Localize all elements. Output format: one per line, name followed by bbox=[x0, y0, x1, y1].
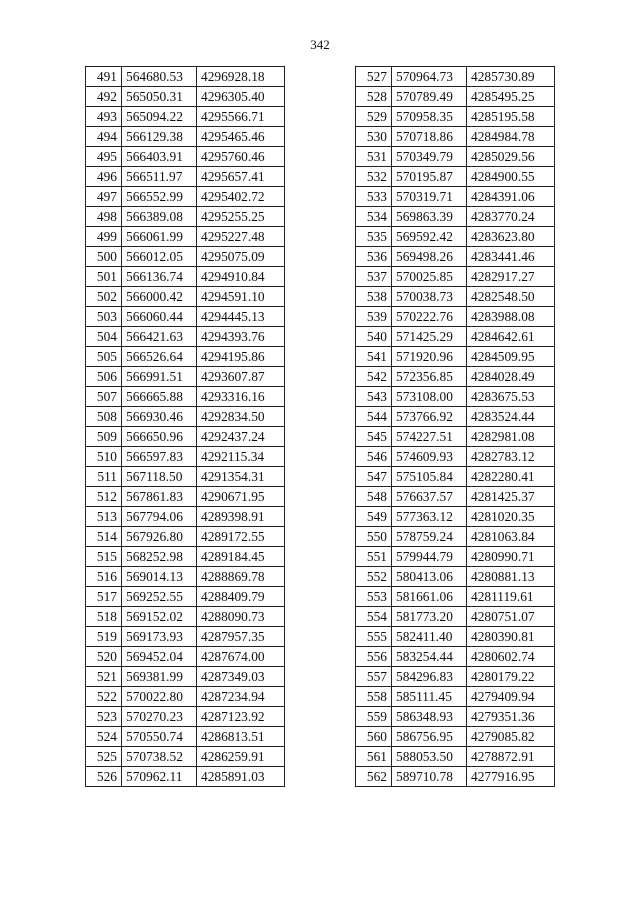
table-row bbox=[356, 167, 555, 187]
table-row bbox=[356, 207, 555, 227]
x-coordinate-cell: 566421.63 bbox=[122, 327, 197, 347]
x-coordinate-cell: 570958.35 bbox=[392, 107, 467, 127]
table-row bbox=[356, 187, 555, 207]
y-coordinate-cell: 4282280.41 bbox=[467, 467, 555, 487]
table-row bbox=[356, 707, 555, 727]
x-coordinate-cell: 573766.92 bbox=[392, 407, 467, 427]
point-number-cell: 541 bbox=[356, 347, 392, 367]
x-coordinate-cell: 570550.74 bbox=[122, 727, 197, 747]
y-coordinate-cell: 4284642.61 bbox=[467, 327, 555, 347]
table-row bbox=[356, 427, 555, 447]
x-coordinate-cell: 564680.53 bbox=[122, 67, 197, 87]
y-coordinate-cell: 4279351.36 bbox=[467, 707, 555, 727]
x-coordinate-cell: 582411.40 bbox=[392, 627, 467, 647]
table-row bbox=[86, 287, 285, 307]
point-number-cell: 552 bbox=[356, 567, 392, 587]
x-coordinate-cell: 571920.96 bbox=[392, 347, 467, 367]
point-number-cell: 502 bbox=[86, 287, 122, 307]
table-row bbox=[86, 667, 285, 687]
y-coordinate-cell: 4294393.76 bbox=[197, 327, 285, 347]
y-coordinate-cell: 4293607.87 bbox=[197, 367, 285, 387]
point-number-cell: 508 bbox=[86, 407, 122, 427]
y-coordinate-cell: 4285029.56 bbox=[467, 147, 555, 167]
y-coordinate-cell: 4288409.79 bbox=[197, 587, 285, 607]
x-coordinate-cell: 566526.64 bbox=[122, 347, 197, 367]
coordinate-table-right bbox=[355, 66, 555, 787]
x-coordinate-cell: 573108.00 bbox=[392, 387, 467, 407]
point-number-cell: 513 bbox=[86, 507, 122, 527]
table-row bbox=[86, 167, 285, 187]
y-coordinate-cell: 4287349.03 bbox=[197, 667, 285, 687]
y-coordinate-cell: 4286813.51 bbox=[197, 727, 285, 747]
table-row bbox=[356, 327, 555, 347]
x-coordinate-cell: 570022.80 bbox=[122, 687, 197, 707]
point-number-cell: 550 bbox=[356, 527, 392, 547]
x-coordinate-cell: 577363.12 bbox=[392, 507, 467, 527]
point-number-cell: 493 bbox=[86, 107, 122, 127]
x-coordinate-cell: 569863.39 bbox=[392, 207, 467, 227]
point-number-cell: 516 bbox=[86, 567, 122, 587]
table-row bbox=[86, 647, 285, 667]
x-coordinate-cell: 567861.83 bbox=[122, 487, 197, 507]
point-number-cell: 536 bbox=[356, 247, 392, 267]
x-coordinate-cell: 566403.91 bbox=[122, 147, 197, 167]
x-coordinate-cell: 569592.42 bbox=[392, 227, 467, 247]
x-coordinate-cell: 567926.80 bbox=[122, 527, 197, 547]
x-coordinate-cell: 566129.38 bbox=[122, 127, 197, 147]
y-coordinate-cell: 4287674.00 bbox=[197, 647, 285, 667]
table-row bbox=[356, 487, 555, 507]
y-coordinate-cell: 4284391.06 bbox=[467, 187, 555, 207]
x-coordinate-cell: 567118.50 bbox=[122, 467, 197, 487]
x-coordinate-cell: 570319.71 bbox=[392, 187, 467, 207]
point-number-cell: 539 bbox=[356, 307, 392, 327]
y-coordinate-cell: 4280990.71 bbox=[467, 547, 555, 567]
point-number-cell: 511 bbox=[86, 467, 122, 487]
table-row bbox=[86, 607, 285, 627]
table-row bbox=[356, 567, 555, 587]
point-number-cell: 559 bbox=[356, 707, 392, 727]
x-coordinate-cell: 572356.85 bbox=[392, 367, 467, 387]
table-row bbox=[356, 727, 555, 747]
y-coordinate-cell: 4296928.18 bbox=[197, 67, 285, 87]
point-number-cell: 505 bbox=[86, 347, 122, 367]
point-number-cell: 532 bbox=[356, 167, 392, 187]
table-row bbox=[356, 647, 555, 667]
point-number-cell: 543 bbox=[356, 387, 392, 407]
point-number-cell: 499 bbox=[86, 227, 122, 247]
table-row bbox=[86, 267, 285, 287]
table-row bbox=[86, 427, 285, 447]
table-row bbox=[86, 547, 285, 567]
table-row bbox=[356, 547, 555, 567]
point-number-cell: 510 bbox=[86, 447, 122, 467]
y-coordinate-cell: 4283770.24 bbox=[467, 207, 555, 227]
point-number-cell: 506 bbox=[86, 367, 122, 387]
y-coordinate-cell: 4289184.45 bbox=[197, 547, 285, 567]
table-row bbox=[86, 727, 285, 747]
point-number-cell: 519 bbox=[86, 627, 122, 647]
y-coordinate-cell: 4282917.27 bbox=[467, 267, 555, 287]
table-row bbox=[86, 307, 285, 327]
point-number-cell: 548 bbox=[356, 487, 392, 507]
x-coordinate-cell: 584296.83 bbox=[392, 667, 467, 687]
point-number-cell: 497 bbox=[86, 187, 122, 207]
x-coordinate-cell: 565094.22 bbox=[122, 107, 197, 127]
y-coordinate-cell: 4287957.35 bbox=[197, 627, 285, 647]
table-row bbox=[86, 487, 285, 507]
y-coordinate-cell: 4282548.50 bbox=[467, 287, 555, 307]
point-number-cell: 558 bbox=[356, 687, 392, 707]
y-coordinate-cell: 4287123.92 bbox=[197, 707, 285, 727]
x-coordinate-cell: 569014.13 bbox=[122, 567, 197, 587]
y-coordinate-cell: 4288090.73 bbox=[197, 607, 285, 627]
y-coordinate-cell: 4294910.84 bbox=[197, 267, 285, 287]
point-number-cell: 557 bbox=[356, 667, 392, 687]
x-coordinate-cell: 574609.93 bbox=[392, 447, 467, 467]
point-number-cell: 523 bbox=[86, 707, 122, 727]
table-row bbox=[356, 227, 555, 247]
point-number-cell: 520 bbox=[86, 647, 122, 667]
table-row bbox=[86, 347, 285, 367]
table-row bbox=[356, 527, 555, 547]
y-coordinate-cell: 4283675.53 bbox=[467, 387, 555, 407]
table-row bbox=[356, 447, 555, 467]
point-number-cell: 533 bbox=[356, 187, 392, 207]
table-row bbox=[86, 127, 285, 147]
x-coordinate-cell: 566597.83 bbox=[122, 447, 197, 467]
y-coordinate-cell: 4277916.95 bbox=[467, 767, 555, 787]
point-number-cell: 495 bbox=[86, 147, 122, 167]
table-row bbox=[356, 147, 555, 167]
point-number-cell: 498 bbox=[86, 207, 122, 227]
point-number-cell: 494 bbox=[86, 127, 122, 147]
y-coordinate-cell: 4295075.09 bbox=[197, 247, 285, 267]
point-number-cell: 531 bbox=[356, 147, 392, 167]
y-coordinate-cell: 4283441.46 bbox=[467, 247, 555, 267]
table-row bbox=[86, 387, 285, 407]
point-number-cell: 504 bbox=[86, 327, 122, 347]
y-coordinate-cell: 4289172.55 bbox=[197, 527, 285, 547]
y-coordinate-cell: 4287234.94 bbox=[197, 687, 285, 707]
point-number-cell: 547 bbox=[356, 467, 392, 487]
table-row bbox=[86, 587, 285, 607]
y-coordinate-cell: 4283988.08 bbox=[467, 307, 555, 327]
x-coordinate-cell: 580413.06 bbox=[392, 567, 467, 587]
y-coordinate-cell: 4280390.81 bbox=[467, 627, 555, 647]
point-number-cell: 492 bbox=[86, 87, 122, 107]
table-row bbox=[356, 607, 555, 627]
point-number-cell: 549 bbox=[356, 507, 392, 527]
y-coordinate-cell: 4283524.44 bbox=[467, 407, 555, 427]
x-coordinate-cell: 566012.05 bbox=[122, 247, 197, 267]
x-coordinate-cell: 566389.08 bbox=[122, 207, 197, 227]
table-row bbox=[356, 387, 555, 407]
table-row bbox=[86, 447, 285, 467]
point-number-cell: 561 bbox=[356, 747, 392, 767]
x-coordinate-cell: 566930.46 bbox=[122, 407, 197, 427]
x-coordinate-cell: 570789.49 bbox=[392, 87, 467, 107]
y-coordinate-cell: 4281063.84 bbox=[467, 527, 555, 547]
y-coordinate-cell: 4281425.37 bbox=[467, 487, 555, 507]
x-coordinate-cell: 570738.52 bbox=[122, 747, 197, 767]
x-coordinate-cell: 569173.93 bbox=[122, 627, 197, 647]
y-coordinate-cell: 4295566.71 bbox=[197, 107, 285, 127]
x-coordinate-cell: 588053.50 bbox=[392, 747, 467, 767]
table-row bbox=[86, 367, 285, 387]
point-number-cell: 500 bbox=[86, 247, 122, 267]
point-number-cell: 528 bbox=[356, 87, 392, 107]
x-coordinate-cell: 566552.99 bbox=[122, 187, 197, 207]
x-coordinate-cell: 570195.87 bbox=[392, 167, 467, 187]
x-coordinate-cell: 566060.44 bbox=[122, 307, 197, 327]
x-coordinate-cell: 585111.45 bbox=[392, 687, 467, 707]
y-coordinate-cell: 4293316.16 bbox=[197, 387, 285, 407]
point-number-cell: 509 bbox=[86, 427, 122, 447]
y-coordinate-cell: 4279085.82 bbox=[467, 727, 555, 747]
point-number-cell: 507 bbox=[86, 387, 122, 407]
y-coordinate-cell: 4285195.58 bbox=[467, 107, 555, 127]
table-row bbox=[356, 67, 555, 87]
x-coordinate-cell: 583254.44 bbox=[392, 647, 467, 667]
x-coordinate-cell: 581773.20 bbox=[392, 607, 467, 627]
x-coordinate-cell: 579944.79 bbox=[392, 547, 467, 567]
table-row bbox=[86, 187, 285, 207]
y-coordinate-cell: 4295465.46 bbox=[197, 127, 285, 147]
coordinate-table-left bbox=[85, 66, 285, 787]
table-row bbox=[86, 87, 285, 107]
y-coordinate-cell: 4295255.25 bbox=[197, 207, 285, 227]
x-coordinate-cell: 581661.06 bbox=[392, 587, 467, 607]
y-coordinate-cell: 4292834.50 bbox=[197, 407, 285, 427]
y-coordinate-cell: 4294195.86 bbox=[197, 347, 285, 367]
table-row bbox=[86, 767, 285, 787]
x-coordinate-cell: 578759.24 bbox=[392, 527, 467, 547]
point-number-cell: 542 bbox=[356, 367, 392, 387]
point-number-cell: 556 bbox=[356, 647, 392, 667]
y-coordinate-cell: 4285730.89 bbox=[467, 67, 555, 87]
table-row bbox=[356, 767, 555, 787]
y-coordinate-cell: 4284028.49 bbox=[467, 367, 555, 387]
point-number-cell: 562 bbox=[356, 767, 392, 787]
table-row bbox=[356, 667, 555, 687]
point-number-cell: 491 bbox=[86, 67, 122, 87]
point-number-cell: 526 bbox=[86, 767, 122, 787]
table-row bbox=[86, 227, 285, 247]
point-number-cell: 546 bbox=[356, 447, 392, 467]
table-row bbox=[356, 287, 555, 307]
point-number-cell: 554 bbox=[356, 607, 392, 627]
x-coordinate-cell: 566000.42 bbox=[122, 287, 197, 307]
table-row bbox=[86, 687, 285, 707]
x-coordinate-cell: 589710.78 bbox=[392, 767, 467, 787]
table-row bbox=[86, 707, 285, 727]
point-number-cell: 512 bbox=[86, 487, 122, 507]
table-row bbox=[86, 747, 285, 767]
table-row bbox=[86, 247, 285, 267]
table-row bbox=[356, 687, 555, 707]
table-row bbox=[356, 247, 555, 267]
point-number-cell: 521 bbox=[86, 667, 122, 687]
point-number-cell: 503 bbox=[86, 307, 122, 327]
page-number: 342 bbox=[310, 37, 330, 52]
y-coordinate-cell: 4279409.94 bbox=[467, 687, 555, 707]
table-row bbox=[356, 627, 555, 647]
point-number-cell: 530 bbox=[356, 127, 392, 147]
y-coordinate-cell: 4285495.25 bbox=[467, 87, 555, 107]
point-number-cell: 538 bbox=[356, 287, 392, 307]
table-row bbox=[356, 747, 555, 767]
point-number-cell: 544 bbox=[356, 407, 392, 427]
x-coordinate-cell: 566136.74 bbox=[122, 267, 197, 287]
x-coordinate-cell: 570038.73 bbox=[392, 287, 467, 307]
point-number-cell: 537 bbox=[356, 267, 392, 287]
y-coordinate-cell: 4280751.07 bbox=[467, 607, 555, 627]
y-coordinate-cell: 4282981.08 bbox=[467, 427, 555, 447]
point-number-cell: 501 bbox=[86, 267, 122, 287]
table-row bbox=[86, 107, 285, 127]
y-coordinate-cell: 4291354.31 bbox=[197, 467, 285, 487]
point-number-cell: 535 bbox=[356, 227, 392, 247]
x-coordinate-cell: 567794.06 bbox=[122, 507, 197, 527]
table-row bbox=[356, 87, 555, 107]
x-coordinate-cell: 570270.23 bbox=[122, 707, 197, 727]
y-coordinate-cell: 4278872.91 bbox=[467, 747, 555, 767]
table-row bbox=[86, 627, 285, 647]
x-coordinate-cell: 566665.88 bbox=[122, 387, 197, 407]
y-coordinate-cell: 4280179.22 bbox=[467, 667, 555, 687]
x-coordinate-cell: 568252.98 bbox=[122, 547, 197, 567]
point-number-cell: 555 bbox=[356, 627, 392, 647]
point-number-cell: 517 bbox=[86, 587, 122, 607]
point-number-cell: 560 bbox=[356, 727, 392, 747]
x-coordinate-cell: 569252.55 bbox=[122, 587, 197, 607]
x-coordinate-cell: 586756.95 bbox=[392, 727, 467, 747]
table-row bbox=[86, 147, 285, 167]
x-coordinate-cell: 570718.86 bbox=[392, 127, 467, 147]
point-number-cell: 515 bbox=[86, 547, 122, 567]
table-row bbox=[356, 267, 555, 287]
x-coordinate-cell: 569152.02 bbox=[122, 607, 197, 627]
x-coordinate-cell: 570964.73 bbox=[392, 67, 467, 87]
point-number-cell: 522 bbox=[86, 687, 122, 707]
point-number-cell: 527 bbox=[356, 67, 392, 87]
y-coordinate-cell: 4284900.55 bbox=[467, 167, 555, 187]
x-coordinate-cell: 566511.97 bbox=[122, 167, 197, 187]
x-coordinate-cell: 586348.93 bbox=[392, 707, 467, 727]
table-row bbox=[356, 347, 555, 367]
y-coordinate-cell: 4292115.34 bbox=[197, 447, 285, 467]
table-row bbox=[356, 507, 555, 527]
y-coordinate-cell: 4295227.48 bbox=[197, 227, 285, 247]
table-row bbox=[86, 207, 285, 227]
point-number-cell: 529 bbox=[356, 107, 392, 127]
table-row bbox=[86, 467, 285, 487]
table-row bbox=[86, 407, 285, 427]
y-coordinate-cell: 4282783.12 bbox=[467, 447, 555, 467]
y-coordinate-cell: 4286259.91 bbox=[197, 747, 285, 767]
y-coordinate-cell: 4290671.95 bbox=[197, 487, 285, 507]
y-coordinate-cell: 4294591.10 bbox=[197, 287, 285, 307]
x-coordinate-cell: 574227.51 bbox=[392, 427, 467, 447]
table-row bbox=[86, 567, 285, 587]
x-coordinate-cell: 571425.29 bbox=[392, 327, 467, 347]
y-coordinate-cell: 4289398.91 bbox=[197, 507, 285, 527]
x-coordinate-cell: 570962.11 bbox=[122, 767, 197, 787]
y-coordinate-cell: 4284984.78 bbox=[467, 127, 555, 147]
x-coordinate-cell: 570222.76 bbox=[392, 307, 467, 327]
y-coordinate-cell: 4281119.61 bbox=[467, 587, 555, 607]
x-coordinate-cell: 569498.26 bbox=[392, 247, 467, 267]
point-number-cell: 553 bbox=[356, 587, 392, 607]
table-row bbox=[86, 527, 285, 547]
point-number-cell: 518 bbox=[86, 607, 122, 627]
point-number-cell: 525 bbox=[86, 747, 122, 767]
table-row bbox=[356, 367, 555, 387]
x-coordinate-cell: 570025.85 bbox=[392, 267, 467, 287]
table-row bbox=[356, 407, 555, 427]
y-coordinate-cell: 4295657.41 bbox=[197, 167, 285, 187]
x-coordinate-cell: 569381.99 bbox=[122, 667, 197, 687]
table-row bbox=[356, 107, 555, 127]
x-coordinate-cell: 566061.99 bbox=[122, 227, 197, 247]
y-coordinate-cell: 4280881.13 bbox=[467, 567, 555, 587]
x-coordinate-cell: 575105.84 bbox=[392, 467, 467, 487]
y-coordinate-cell: 4295760.46 bbox=[197, 147, 285, 167]
x-coordinate-cell: 566650.96 bbox=[122, 427, 197, 447]
table-row bbox=[356, 307, 555, 327]
table-row bbox=[356, 127, 555, 147]
y-coordinate-cell: 4283623.80 bbox=[467, 227, 555, 247]
y-coordinate-cell: 4294445.13 bbox=[197, 307, 285, 327]
table-row bbox=[86, 67, 285, 87]
y-coordinate-cell: 4280602.74 bbox=[467, 647, 555, 667]
table-row bbox=[356, 587, 555, 607]
y-coordinate-cell: 4296305.40 bbox=[197, 87, 285, 107]
y-coordinate-cell: 4295402.72 bbox=[197, 187, 285, 207]
x-coordinate-cell: 569452.04 bbox=[122, 647, 197, 667]
point-number-cell: 514 bbox=[86, 527, 122, 547]
point-number-cell: 551 bbox=[356, 547, 392, 567]
y-coordinate-cell: 4288869.78 bbox=[197, 567, 285, 587]
x-coordinate-cell: 570349.79 bbox=[392, 147, 467, 167]
table-row bbox=[86, 327, 285, 347]
y-coordinate-cell: 4281020.35 bbox=[467, 507, 555, 527]
x-coordinate-cell: 566991.51 bbox=[122, 367, 197, 387]
y-coordinate-cell: 4284509.95 bbox=[467, 347, 555, 367]
point-number-cell: 524 bbox=[86, 727, 122, 747]
point-number-cell: 534 bbox=[356, 207, 392, 227]
table-row bbox=[356, 467, 555, 487]
y-coordinate-cell: 4285891.03 bbox=[197, 767, 285, 787]
point-number-cell: 496 bbox=[86, 167, 122, 187]
table-row bbox=[86, 507, 285, 527]
point-number-cell: 540 bbox=[356, 327, 392, 347]
x-coordinate-cell: 565050.31 bbox=[122, 87, 197, 107]
x-coordinate-cell: 576637.57 bbox=[392, 487, 467, 507]
point-number-cell: 545 bbox=[356, 427, 392, 447]
y-coordinate-cell: 4292437.24 bbox=[197, 427, 285, 447]
